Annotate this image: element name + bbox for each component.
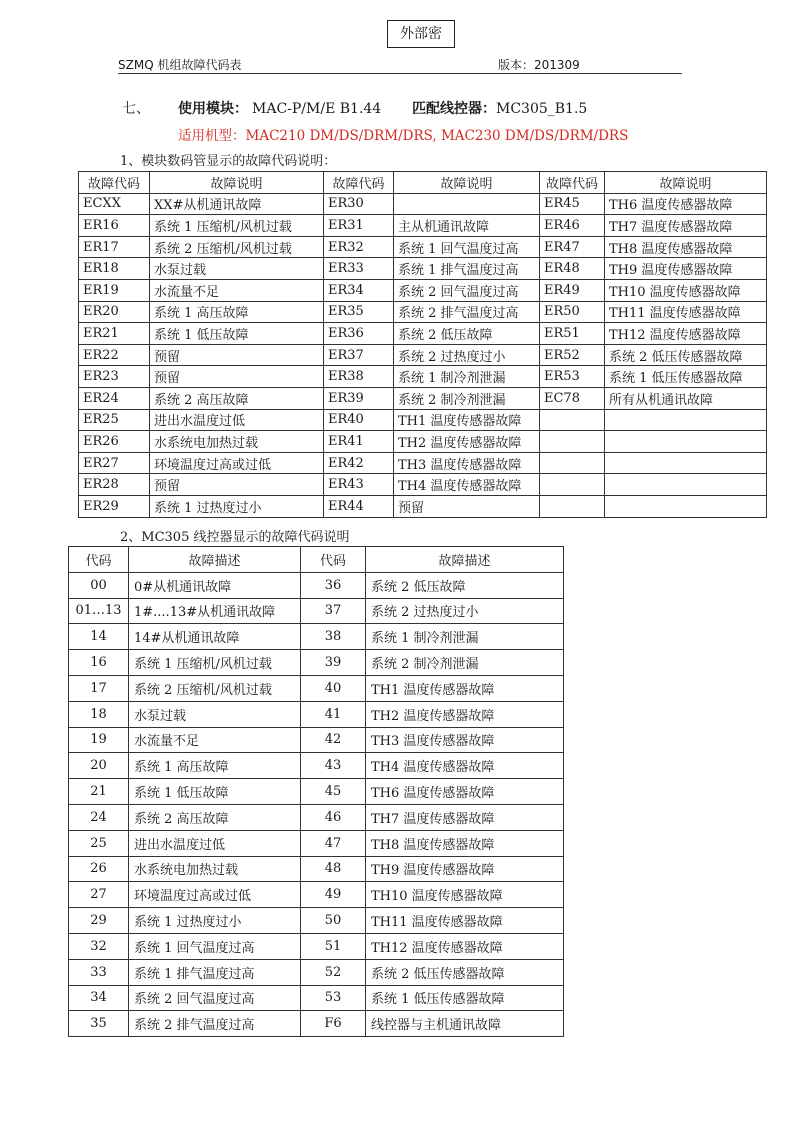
table1-cell: 系统 2 压缩机/风机过载 bbox=[150, 236, 324, 258]
table1-cell: TH2 温度传感器故障 bbox=[394, 431, 540, 453]
table1-cell: 系统 2 低压故障 bbox=[394, 323, 540, 345]
table1-cell: 预留 bbox=[150, 474, 324, 496]
table2-cell: 16 bbox=[69, 650, 129, 676]
table2-row bbox=[69, 908, 564, 934]
table1-header-cell: 故障说明 bbox=[605, 172, 767, 194]
section-number: 七、 bbox=[122, 101, 150, 117]
module-value: MAC-P/M/E B1.44 bbox=[252, 101, 382, 117]
table1-cell: ER37 bbox=[324, 344, 394, 366]
table1-cell: ER22 bbox=[79, 344, 150, 366]
table1-cell: ER17 bbox=[79, 236, 150, 258]
table2-cell: TH9 温度传感器故障 bbox=[366, 856, 564, 882]
table1-cell: EC78 bbox=[540, 387, 605, 409]
table2-cell: 系统 1 回气温度过高 bbox=[129, 933, 301, 959]
table1-row bbox=[79, 215, 767, 237]
table2-cell: 进出水温度过低 bbox=[129, 830, 301, 856]
table1-cell: ER48 bbox=[540, 258, 605, 280]
table2-header-cell: 故障描述 bbox=[366, 547, 564, 573]
table2-cell: 34 bbox=[69, 985, 129, 1011]
table1-cell: 主从机通讯故障 bbox=[394, 215, 540, 237]
table2-cell: TH11 温度传感器故障 bbox=[366, 908, 564, 934]
table1-cell bbox=[540, 452, 605, 474]
table2-cell: TH10 温度传感器故障 bbox=[366, 882, 564, 908]
table2-header-cell: 故障描述 bbox=[129, 547, 301, 573]
table2-row bbox=[69, 1011, 564, 1037]
table2-cell: 41 bbox=[301, 701, 366, 727]
table2-cell: 系统 2 过热度过小 bbox=[366, 598, 564, 624]
table1-cell: TH12 温度传感器故障 bbox=[605, 323, 767, 345]
table1-cell bbox=[605, 431, 767, 453]
table1-header-cell: 故障说明 bbox=[150, 172, 324, 194]
table1-row bbox=[79, 193, 767, 215]
table2-cell: 系统 2 低压故障 bbox=[366, 572, 564, 598]
table2-row bbox=[69, 830, 564, 856]
table2-row bbox=[69, 598, 564, 624]
controller-fault-code-table bbox=[68, 546, 564, 1037]
table1-cell: 系统 2 高压故障 bbox=[150, 387, 324, 409]
table1-cell: ER16 bbox=[79, 215, 150, 237]
table1-header-cell: 故障说明 bbox=[394, 172, 540, 194]
table1-row bbox=[79, 236, 767, 258]
table2-cell: 系统 1 过热度过小 bbox=[129, 908, 301, 934]
table1-cell: TH8 温度传感器故障 bbox=[605, 236, 767, 258]
table2-cell: 39 bbox=[301, 650, 366, 676]
table1-row bbox=[79, 301, 767, 323]
table2-cell: TH3 温度传感器故障 bbox=[366, 727, 564, 753]
table1-row bbox=[79, 279, 767, 301]
table2-cell: 00 bbox=[69, 572, 129, 598]
table1-cell: ER51 bbox=[540, 323, 605, 345]
table2-cell: 系统 1 压缩机/风机过载 bbox=[129, 650, 301, 676]
table2-cell: 系统 1 高压故障 bbox=[129, 753, 301, 779]
section-heading bbox=[122, 98, 587, 118]
table1-cell: ER18 bbox=[79, 258, 150, 280]
table2-cell: 18 bbox=[69, 701, 129, 727]
table2-cell: 线控器与主机通讯故障 bbox=[366, 1011, 564, 1037]
controller-label: 匹配线控器： bbox=[412, 101, 496, 117]
models-value: MAC210 DM/DS/DRM/DRS, MAC230 DM/DS/DRM/DRS bbox=[245, 128, 629, 144]
table1-cell: TH10 温度传感器故障 bbox=[605, 279, 767, 301]
table1-cell bbox=[605, 474, 767, 496]
table1-cell: ER31 bbox=[324, 215, 394, 237]
table2-cell: 45 bbox=[301, 779, 366, 805]
table1-cell: ER27 bbox=[79, 452, 150, 474]
table2-cell: 50 bbox=[301, 908, 366, 934]
table1-cell: ER43 bbox=[324, 474, 394, 496]
table2-cell: 46 bbox=[301, 804, 366, 830]
table1-cell: 系统 1 制冷剂泄漏 bbox=[394, 366, 540, 388]
table1-cell: ER25 bbox=[79, 409, 150, 431]
table1-cell: 系统 1 高压故障 bbox=[150, 301, 324, 323]
table1-cell: 预留 bbox=[150, 366, 324, 388]
table1-row bbox=[79, 258, 767, 280]
table2-cell: TH4 温度传感器故障 bbox=[366, 753, 564, 779]
applicable-models bbox=[178, 124, 628, 144]
table2-cell: 系统 2 高压故障 bbox=[129, 804, 301, 830]
table1-cell: TH9 温度传感器故障 bbox=[605, 258, 767, 280]
table1-row bbox=[79, 366, 767, 388]
table2-row bbox=[69, 959, 564, 985]
table1-cell: ER21 bbox=[79, 323, 150, 345]
table1-cell: ER36 bbox=[324, 323, 394, 345]
table1-header-row bbox=[79, 172, 767, 194]
module-fault-code-table bbox=[78, 171, 767, 518]
table2-cell: 49 bbox=[301, 882, 366, 908]
table1-cell: 系统 1 低压传感器故障 bbox=[605, 366, 767, 388]
table2-row bbox=[69, 856, 564, 882]
table2-row bbox=[69, 779, 564, 805]
table1-cell: ER39 bbox=[324, 387, 394, 409]
table1-cell: ER20 bbox=[79, 301, 150, 323]
table1-cell: 系统 2 低压传感器故障 bbox=[605, 344, 767, 366]
table1-cell: ER49 bbox=[540, 279, 605, 301]
table1-cell: ER28 bbox=[79, 474, 150, 496]
document-title: SZMQ 机组故障代码表 bbox=[118, 58, 242, 72]
table1-cell bbox=[540, 474, 605, 496]
table1-cell: 系统 1 回气温度过高 bbox=[394, 236, 540, 258]
table1-cell: ECXX bbox=[79, 193, 150, 215]
table2-cell: 14#从机通讯故障 bbox=[129, 624, 301, 650]
table1-cell bbox=[605, 495, 767, 517]
table2-cell: 水流量不足 bbox=[129, 727, 301, 753]
header-divider bbox=[118, 73, 682, 74]
table2-cell: 环境温度过高或过低 bbox=[129, 882, 301, 908]
table2-header-cell: 代码 bbox=[69, 547, 129, 573]
table1-cell: XX#从机通讯故障 bbox=[150, 193, 324, 215]
table2-cell: 29 bbox=[69, 908, 129, 934]
table2-cell: 系统 1 低压故障 bbox=[129, 779, 301, 805]
table1-cell: 系统 2 排气温度过高 bbox=[394, 301, 540, 323]
table1-cell bbox=[540, 495, 605, 517]
table2-cell: 19 bbox=[69, 727, 129, 753]
table1-cell: TH1 温度传感器故障 bbox=[394, 409, 540, 431]
table2-row bbox=[69, 572, 564, 598]
table2-cell: 33 bbox=[69, 959, 129, 985]
table1-cell: 系统 2 回气温度过高 bbox=[394, 279, 540, 301]
table1-cell: 环境温度过高或过低 bbox=[150, 452, 324, 474]
table2-cell: TH8 温度传感器故障 bbox=[366, 830, 564, 856]
table1-title: 1、模块数码管显示的故障代码说明： bbox=[120, 154, 337, 169]
table1-cell: ER30 bbox=[324, 193, 394, 215]
table2-row bbox=[69, 727, 564, 753]
table1-cell: ER42 bbox=[324, 452, 394, 474]
table1-cell: ER26 bbox=[79, 431, 150, 453]
table1-cell: 系统 1 过热度过小 bbox=[150, 495, 324, 517]
table2-cell: 38 bbox=[301, 624, 366, 650]
table1-cell: 进出水温度过低 bbox=[150, 409, 324, 431]
table1-cell: ER24 bbox=[79, 387, 150, 409]
table1-header-cell: 故障代码 bbox=[540, 172, 605, 194]
table2-cell: TH2 温度传感器故障 bbox=[366, 701, 564, 727]
confidential-stamp: 外部密 bbox=[387, 20, 455, 48]
table2-cell: 01…13 bbox=[69, 598, 129, 624]
table1-cell: 系统 2 过热度过小 bbox=[394, 344, 540, 366]
table1-cell: ER40 bbox=[324, 409, 394, 431]
table1-cell bbox=[540, 409, 605, 431]
table2-cell: TH7 温度传感器故障 bbox=[366, 804, 564, 830]
controller-value: MC305_B1.5 bbox=[496, 101, 588, 117]
table2-row bbox=[69, 985, 564, 1011]
table2-cell: 系统 2 排气温度过高 bbox=[129, 1011, 301, 1037]
table1-cell: ER29 bbox=[79, 495, 150, 517]
table2-cell: 系统 2 压缩机/风机过载 bbox=[129, 675, 301, 701]
table2-cell: 26 bbox=[69, 856, 129, 882]
table2-row bbox=[69, 933, 564, 959]
module-label: 使用模块： bbox=[178, 101, 248, 117]
table1-cell: ER33 bbox=[324, 258, 394, 280]
table1-row bbox=[79, 409, 767, 431]
table2-cell: 37 bbox=[301, 598, 366, 624]
table1-row bbox=[79, 431, 767, 453]
table1-row bbox=[79, 344, 767, 366]
table2-cell: 系统 1 制冷剂泄漏 bbox=[366, 624, 564, 650]
table1-cell: TH4 温度传感器故障 bbox=[394, 474, 540, 496]
table1-header-cell: 故障代码 bbox=[324, 172, 394, 194]
table2-cell: 1#....13#从机通讯故障 bbox=[129, 598, 301, 624]
table2-cell: 42 bbox=[301, 727, 366, 753]
table1-cell: ER45 bbox=[540, 193, 605, 215]
table1-cell: ER41 bbox=[324, 431, 394, 453]
table1-cell: 系统 1 排气温度过高 bbox=[394, 258, 540, 280]
table1-cell: ER32 bbox=[324, 236, 394, 258]
table2-cell: 40 bbox=[301, 675, 366, 701]
table1-cell bbox=[605, 452, 767, 474]
table2-cell: 系统 1 排气温度过高 bbox=[129, 959, 301, 985]
table2-cell: 35 bbox=[69, 1011, 129, 1037]
table2-row bbox=[69, 650, 564, 676]
table1-cell: 水泵过载 bbox=[150, 258, 324, 280]
table2-cell: 27 bbox=[69, 882, 129, 908]
table2-cell: 水系统电加热过载 bbox=[129, 856, 301, 882]
table1-header-cell: 故障代码 bbox=[79, 172, 150, 194]
table1-row bbox=[79, 474, 767, 496]
table1-cell: ER52 bbox=[540, 344, 605, 366]
table2-cell: 52 bbox=[301, 959, 366, 985]
table1-cell: ER44 bbox=[324, 495, 394, 517]
table1-row bbox=[79, 495, 767, 517]
table2-cell: 53 bbox=[301, 985, 366, 1011]
table1-cell: ER38 bbox=[324, 366, 394, 388]
table1-cell bbox=[605, 409, 767, 431]
table2-row bbox=[69, 882, 564, 908]
table1-cell: 系统 1 压缩机/风机过载 bbox=[150, 215, 324, 237]
table1-cell: 系统 1 低压故障 bbox=[150, 323, 324, 345]
table2-cell: 25 bbox=[69, 830, 129, 856]
table2-cell: 系统 2 回气温度过高 bbox=[129, 985, 301, 1011]
table1-cell: 系统 2 制冷剂泄漏 bbox=[394, 387, 540, 409]
table2-cell: 36 bbox=[301, 572, 366, 598]
models-label: 适用机型： bbox=[178, 128, 246, 144]
table2-header-row bbox=[69, 547, 564, 573]
table2-cell: 系统 2 制冷剂泄漏 bbox=[366, 650, 564, 676]
table2-cell: TH1 温度传感器故障 bbox=[366, 675, 564, 701]
table2-cell: 20 bbox=[69, 753, 129, 779]
table1-cell: 水流量不足 bbox=[150, 279, 324, 301]
table2-cell: 32 bbox=[69, 933, 129, 959]
table1-cell: ER35 bbox=[324, 301, 394, 323]
table1-cell: ER47 bbox=[540, 236, 605, 258]
table2-cell: 14 bbox=[69, 624, 129, 650]
table2-row bbox=[69, 753, 564, 779]
table1-cell: ER53 bbox=[540, 366, 605, 388]
table1-row bbox=[79, 387, 767, 409]
table1-row bbox=[79, 323, 767, 345]
table1-cell: 预留 bbox=[394, 495, 540, 517]
table1-cell: TH7 温度传感器故障 bbox=[605, 215, 767, 237]
table2-cell: 24 bbox=[69, 804, 129, 830]
table2-cell: 47 bbox=[301, 830, 366, 856]
table2-row bbox=[69, 701, 564, 727]
table2-cell: 17 bbox=[69, 675, 129, 701]
table2-cell: 水泵过载 bbox=[129, 701, 301, 727]
table1-cell: 所有从机通讯故障 bbox=[605, 387, 767, 409]
table2-cell: 43 bbox=[301, 753, 366, 779]
table1-cell: TH11 温度传感器故障 bbox=[605, 301, 767, 323]
table1-cell bbox=[394, 193, 540, 215]
table1-cell bbox=[540, 431, 605, 453]
table2-title: 2、MC305 线控器显示的故障代码说明 bbox=[120, 530, 350, 545]
table2-row bbox=[69, 804, 564, 830]
table2-cell: F6 bbox=[301, 1011, 366, 1037]
version-label: 版本：201309 bbox=[498, 58, 580, 72]
table2-cell: 48 bbox=[301, 856, 366, 882]
table1-cell: ER19 bbox=[79, 279, 150, 301]
table1-cell: ER50 bbox=[540, 301, 605, 323]
table2-cell: 21 bbox=[69, 779, 129, 805]
table1-cell: TH6 温度传感器故障 bbox=[605, 193, 767, 215]
table2-cell: 系统 2 低压传感器故障 bbox=[366, 959, 564, 985]
table2-cell: 系统 1 低压传感器故障 bbox=[366, 985, 564, 1011]
table1-cell: TH3 温度传感器故障 bbox=[394, 452, 540, 474]
table2-cell: 51 bbox=[301, 933, 366, 959]
table1-cell: 预留 bbox=[150, 344, 324, 366]
table2-cell: TH6 温度传感器故障 bbox=[366, 779, 564, 805]
table1-row bbox=[79, 452, 767, 474]
table2-cell: TH12 温度传感器故障 bbox=[366, 933, 564, 959]
table2-row bbox=[69, 624, 564, 650]
table2-header-cell: 代码 bbox=[301, 547, 366, 573]
table2-row bbox=[69, 675, 564, 701]
table1-cell: ER34 bbox=[324, 279, 394, 301]
table1-cell: ER46 bbox=[540, 215, 605, 237]
table2-cell: 0#从机通讯故障 bbox=[129, 572, 301, 598]
table1-cell: ER23 bbox=[79, 366, 150, 388]
table1-cell: 水系统电加热过载 bbox=[150, 431, 324, 453]
